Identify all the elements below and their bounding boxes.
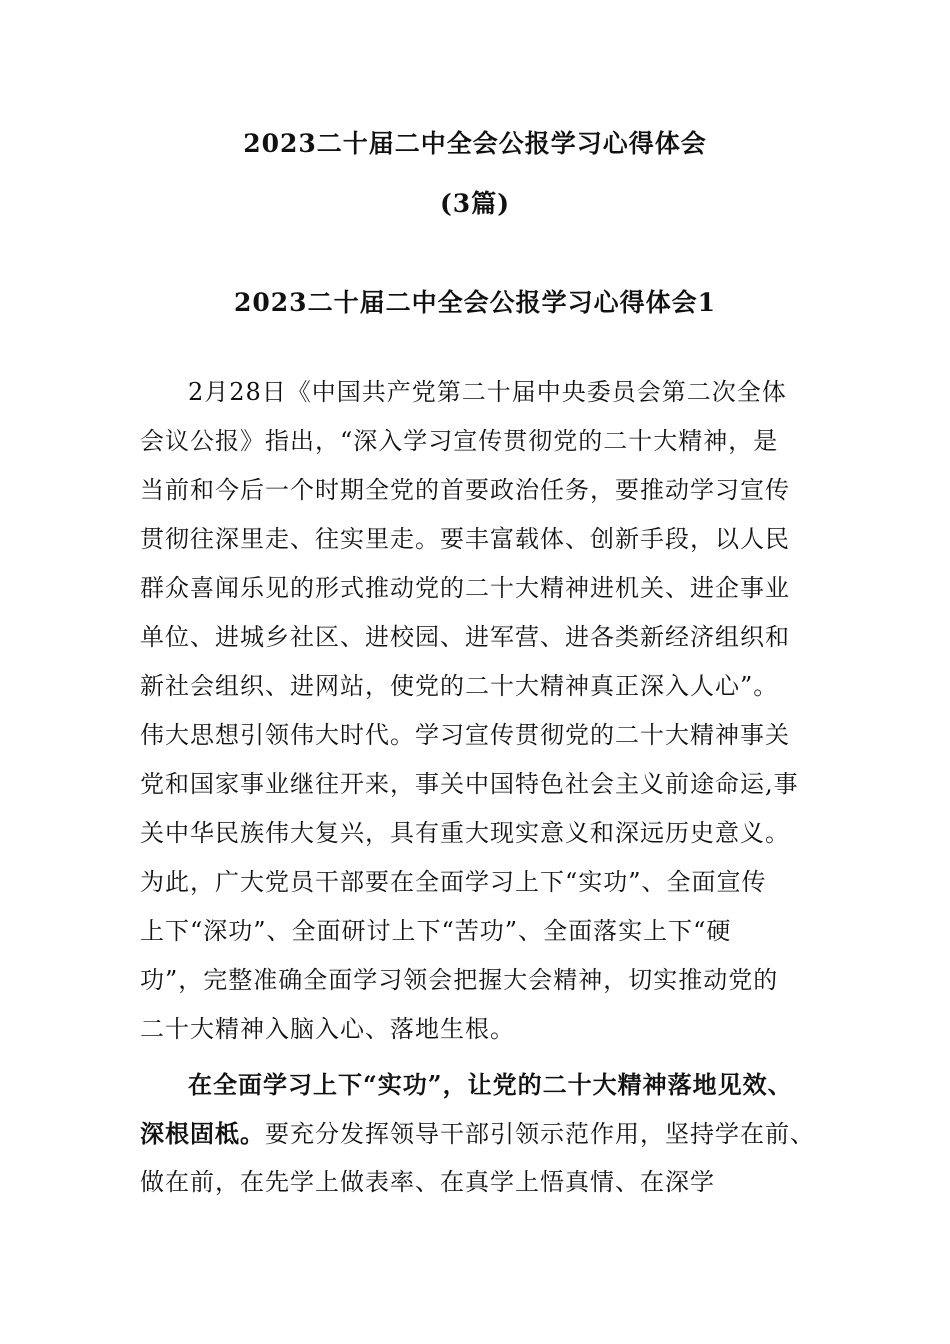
paragraph-line: 群众喜闻乐见的形式推动党的二十大精神进机关、进企事业 [140,574,790,602]
paragraph-line: 功”，完整准确全面学习领会把握大会精神，切实推动党的 [140,966,779,994]
paragraph-line: 做在前，在先学上做表率、在真学上悟真情、在深学 [140,1168,715,1196]
paragraph-text: 要充分发挥领导干部引领示范作用，坚持学在前、 [265,1120,815,1148]
section-title: 2023二十届二中全会公报学习心得体会1 [234,288,716,317]
paragraph-line: 2月28日《中国共产党第二十届中央委员会第二次全体 [188,378,787,406]
paragraph-2 [140,1060,820,1207]
paragraph-line: 当前和今后一个时期全党的首要政治任务，要推动学习宣传 [140,476,790,504]
paragraph-1 [140,368,820,1054]
bold-heading-line: 在全面学习上下“实功”，让党的二十大精神落地见效、 [188,1070,793,1099]
paragraph-line: 为此，广大党员干部要在全面学习上下“实功”、全面宣传 [140,868,767,896]
document-title: 2023二十届二中全会公报学习心得体会 [243,129,707,158]
paragraph-line: 上下“深功”、全面研讨上下“苦功”、全面落实上下“硬 [140,917,732,945]
paragraph-line: 会议公报》指出，“深入学习宣传贯彻党的二十大精神，是 [140,427,779,455]
paragraph-line: 二十大精神入脑入心、落地生根。 [140,1015,515,1043]
paragraph-line: 党和国家事业继往开来，事关中国特色社会主义前途命运,事 [140,770,799,798]
paragraph-line: 新社会组织、进网站，使党的二十大精神真正深入人心”。 [140,672,779,700]
paragraph-line: 单位、进城乡社区、进校园、进军营、进各类新经济组织和 [140,623,790,651]
document-subtitle-count: (3篇) [439,189,511,218]
paragraph-line: 关中华民族伟大复兴，具有重大现实意义和深远历史意义。 [140,819,790,847]
paragraph-line [140,1109,820,1158]
paragraph-line: 伟大思想引领伟大时代。学习宣传贯彻党的二十大精神事关 [140,721,790,749]
paragraph-line: 贯彻往深里走、往实里走。要丰富载体、创新手段，以人民 [140,525,790,553]
bold-heading-end: 深根固柢。 [140,1119,265,1148]
